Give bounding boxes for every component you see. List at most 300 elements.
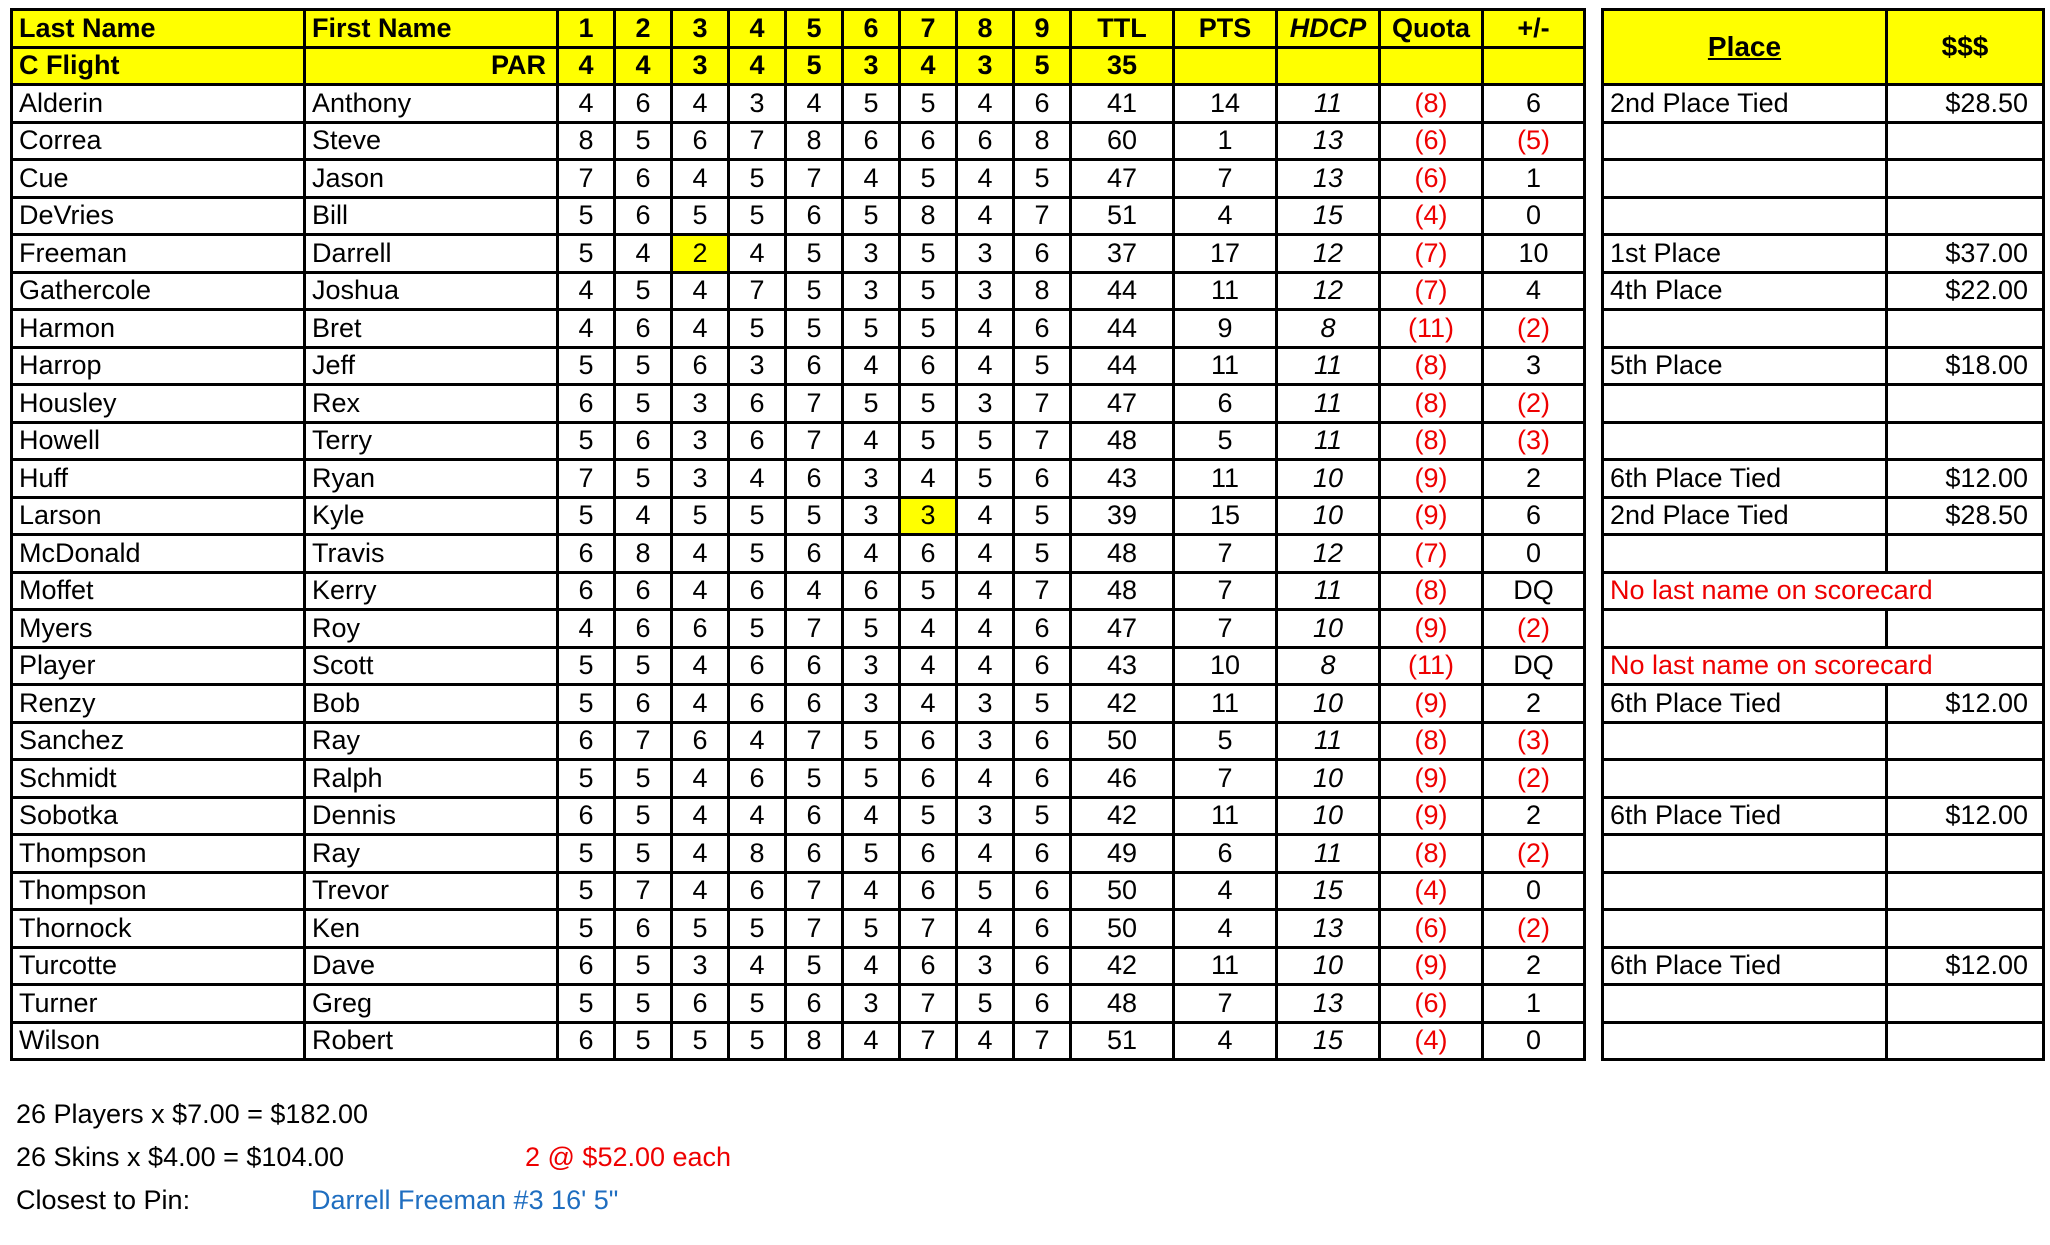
hole-7-score: 5	[900, 422, 957, 460]
plus-minus-cell: 2	[1483, 685, 1585, 723]
place-cell	[1603, 310, 1887, 348]
hole-4-score: 6	[729, 760, 786, 798]
par-empty-pm	[1483, 47, 1585, 85]
hole-7-score: 8	[900, 197, 957, 235]
hole-3-score: 4	[672, 572, 729, 610]
last-name-cell: Howell	[12, 422, 305, 460]
par-row	[12, 47, 1585, 85]
hole-6-score: 5	[843, 310, 900, 348]
hole-4-score: 5	[729, 535, 786, 573]
hdcp-cell: 15	[1277, 872, 1380, 910]
pts-cell: 11	[1174, 347, 1277, 385]
hole-9-score: 6	[1014, 235, 1071, 273]
hole-7-score: 4	[900, 460, 957, 498]
plus-minus-cell: 10	[1483, 235, 1585, 273]
ttl-cell: 39	[1071, 497, 1174, 535]
player-row	[12, 422, 1585, 460]
player-row	[12, 122, 1585, 160]
last-name-cell: Moffet	[12, 572, 305, 610]
player-row	[12, 347, 1585, 385]
money-cell: $37.00	[1887, 235, 2044, 273]
hole-8-score: 3	[957, 685, 1014, 723]
skins-payout-line: 26 Skins x $4.00 = $104.00	[16, 1142, 344, 1172]
quota-cell: (4)	[1380, 872, 1483, 910]
money-cell	[1887, 760, 2044, 798]
hole-6-score: 3	[843, 685, 900, 723]
hole-1-score: 6	[558, 1022, 615, 1060]
hole-6-score: 3	[843, 235, 900, 273]
hole-2-score: 8	[615, 535, 672, 573]
quota-cell: (8)	[1380, 835, 1483, 873]
place-row	[1603, 310, 2044, 348]
player-row	[12, 272, 1585, 310]
hole-7-score: 6	[900, 535, 957, 573]
ttl-cell: 47	[1071, 610, 1174, 648]
hole-5-score: 5	[786, 497, 843, 535]
hole-6-score: 5	[843, 910, 900, 948]
money-cell: $12.00	[1887, 685, 2044, 723]
hole-8-score: 5	[957, 985, 1014, 1023]
quota-cell: (6)	[1380, 122, 1483, 160]
hole-6-score: 5	[843, 835, 900, 873]
col-place: Place	[1603, 10, 1887, 85]
hole-2-score: 5	[615, 460, 672, 498]
hole-5-score: 5	[786, 760, 843, 798]
hole-3-score: 6	[672, 985, 729, 1023]
hdcp-cell: 13	[1277, 160, 1380, 198]
hole-4-score: 6	[729, 422, 786, 460]
first-name-cell: Bob	[305, 685, 558, 723]
col-money: $$$	[1887, 10, 2044, 85]
quota-cell: (9)	[1380, 797, 1483, 835]
player-row	[12, 1022, 1585, 1060]
ttl-cell: 44	[1071, 310, 1174, 348]
ttl-cell: 50	[1071, 722, 1174, 760]
hdcp-cell: 8	[1277, 310, 1380, 348]
place-cell: 4th Place	[1603, 272, 1887, 310]
hole-6-score: 3	[843, 272, 900, 310]
first-name-cell: Ray	[305, 835, 558, 873]
plus-minus-cell: (2)	[1483, 385, 1585, 423]
par-empty-quota	[1380, 47, 1483, 85]
money-cell	[1887, 1022, 2044, 1060]
hdcp-cell: 11	[1277, 385, 1380, 423]
place-row	[1603, 722, 2044, 760]
pts-cell: 5	[1174, 722, 1277, 760]
hole-2-score: 6	[615, 310, 672, 348]
plus-minus-cell: 0	[1483, 872, 1585, 910]
place-table	[1601, 8, 2045, 1061]
col-hole-2: 2	[615, 10, 672, 48]
hole-2-score: 6	[615, 422, 672, 460]
pts-cell: 1	[1174, 122, 1277, 160]
hole-2-score: 6	[615, 910, 672, 948]
hole-4-score: 4	[729, 947, 786, 985]
pts-cell: 7	[1174, 985, 1277, 1023]
hole-9-score: 7	[1014, 422, 1071, 460]
ttl-cell: 42	[1071, 685, 1174, 723]
pts-cell: 7	[1174, 160, 1277, 198]
hole-8-score: 6	[957, 122, 1014, 160]
place-cell	[1603, 422, 1887, 460]
hole-7-score: 6	[900, 835, 957, 873]
hole-8-score: 4	[957, 85, 1014, 123]
hole-5-score: 6	[786, 460, 843, 498]
hole-3-score: 4	[672, 835, 729, 873]
first-name-cell: Trevor	[305, 872, 558, 910]
hole-7-score: 5	[900, 85, 957, 123]
hole-8-score: 3	[957, 947, 1014, 985]
hole-6-score: 4	[843, 422, 900, 460]
hdcp-cell: 13	[1277, 122, 1380, 160]
hole-3-score: 3	[672, 947, 729, 985]
last-name-cell: Freeman	[12, 235, 305, 273]
hole-3-score: 6	[672, 610, 729, 648]
hole-7-score: 5	[900, 797, 957, 835]
hole-5-score: 7	[786, 610, 843, 648]
col-hole-6: 6	[843, 10, 900, 48]
plus-minus-cell: DQ	[1483, 572, 1585, 610]
hole-3-score: 5	[672, 197, 729, 235]
place-row	[1603, 422, 2044, 460]
first-name-cell: Rex	[305, 385, 558, 423]
money-cell	[1887, 197, 2044, 235]
hole-6-score: 4	[843, 947, 900, 985]
pts-cell: 4	[1174, 197, 1277, 235]
first-name-cell: Terry	[305, 422, 558, 460]
par-total: 35	[1071, 47, 1174, 85]
hole-4-score: 5	[729, 610, 786, 648]
hole-5-score: 6	[786, 985, 843, 1023]
hole-6-score: 5	[843, 85, 900, 123]
hole-8-score: 3	[957, 722, 1014, 760]
hdcp-cell: 13	[1277, 985, 1380, 1023]
money-cell	[1887, 422, 2044, 460]
col-last-name: Last Name	[12, 10, 305, 48]
hole-7-score: 5	[900, 572, 957, 610]
player-row	[12, 572, 1585, 610]
plus-minus-cell: (2)	[1483, 310, 1585, 348]
place-row	[1603, 460, 2044, 498]
place-cell: 6th Place Tied	[1603, 947, 1887, 985]
quota-cell: (8)	[1380, 572, 1483, 610]
place-cell: 6th Place Tied	[1603, 685, 1887, 723]
hole-9-score: 6	[1014, 947, 1071, 985]
hole-3-score: 4	[672, 85, 729, 123]
plus-minus-cell: 2	[1483, 947, 1585, 985]
hole-6-score: 4	[843, 872, 900, 910]
quota-cell: (6)	[1380, 910, 1483, 948]
hole-8-score: 4	[957, 347, 1014, 385]
hole-5-score: 6	[786, 685, 843, 723]
first-name-cell: Greg	[305, 985, 558, 1023]
hole-7-score: 5	[900, 235, 957, 273]
money-cell	[1887, 722, 2044, 760]
hole-6-score: 3	[843, 497, 900, 535]
hole-4-score: 5	[729, 160, 786, 198]
place-row	[1603, 497, 2044, 535]
hole-8-score: 4	[957, 535, 1014, 573]
last-name-cell: Turner	[12, 985, 305, 1023]
plus-minus-cell: (3)	[1483, 722, 1585, 760]
hole-8-score: 4	[957, 760, 1014, 798]
place-row	[1603, 610, 2044, 648]
hdcp-cell: 10	[1277, 947, 1380, 985]
quota-cell: (7)	[1380, 535, 1483, 573]
hdcp-cell: 8	[1277, 647, 1380, 685]
ttl-cell: 48	[1071, 422, 1174, 460]
hole-9-score: 7	[1014, 572, 1071, 610]
hole-1-score: 6	[558, 535, 615, 573]
hole-8-score: 4	[957, 572, 1014, 610]
par-empty-hdcp	[1277, 47, 1380, 85]
hole-6-score: 4	[843, 1022, 900, 1060]
hole-8-score: 4	[957, 310, 1014, 348]
player-row	[12, 197, 1585, 235]
money-cell: $28.50	[1887, 85, 2044, 123]
money-cell	[1887, 910, 2044, 948]
place-row	[1603, 947, 2044, 985]
place-cell	[1603, 910, 1887, 948]
hole-6-score: 6	[843, 122, 900, 160]
hole-4-score: 3	[729, 347, 786, 385]
hole-5-score: 5	[786, 947, 843, 985]
place-cell	[1603, 122, 1887, 160]
player-row	[12, 385, 1585, 423]
hole-2-score: 5	[615, 347, 672, 385]
player-row	[12, 610, 1585, 648]
place-row	[1603, 197, 2044, 235]
par-hole-9: 5	[1014, 47, 1071, 85]
hole-4-score: 5	[729, 985, 786, 1023]
place-cell	[1603, 760, 1887, 798]
plus-minus-cell: (2)	[1483, 760, 1585, 798]
hole-3-score: 6	[672, 347, 729, 385]
par-hole-8: 3	[957, 47, 1014, 85]
hdcp-cell: 12	[1277, 235, 1380, 273]
col-hole-8: 8	[957, 10, 1014, 48]
hole-8-score: 4	[957, 835, 1014, 873]
quota-cell: (9)	[1380, 685, 1483, 723]
money-cell	[1887, 872, 2044, 910]
hole-7-score: 4	[900, 610, 957, 648]
plus-minus-cell: (2)	[1483, 610, 1585, 648]
hole-4-score: 7	[729, 272, 786, 310]
pts-cell: 15	[1174, 497, 1277, 535]
hole-7-score: 5	[900, 160, 957, 198]
score-table	[10, 8, 1586, 1061]
hole-4-score: 4	[729, 797, 786, 835]
hole-2-score: 6	[615, 160, 672, 198]
plus-minus-cell: (2)	[1483, 835, 1585, 873]
hole-5-score: 7	[786, 385, 843, 423]
player-row	[12, 947, 1585, 985]
col-plus-minus: +/-	[1483, 10, 1585, 48]
hdcp-cell: 11	[1277, 422, 1380, 460]
place-cell: 6th Place Tied	[1603, 460, 1887, 498]
hole-2-score: 5	[615, 272, 672, 310]
hole-3-score: 5	[672, 497, 729, 535]
last-name-cell: DeVries	[12, 197, 305, 235]
hole-4-score: 8	[729, 835, 786, 873]
par-hole-3: 3	[672, 47, 729, 85]
hole-5-score: 6	[786, 797, 843, 835]
hole-5-score: 7	[786, 160, 843, 198]
place-row	[1603, 122, 2044, 160]
pts-cell: 7	[1174, 610, 1277, 648]
hole-6-score: 4	[843, 535, 900, 573]
hole-3-score: 4	[672, 310, 729, 348]
place-header-row	[1603, 10, 2044, 85]
quota-cell: (7)	[1380, 235, 1483, 273]
ttl-cell: 41	[1071, 85, 1174, 123]
hdcp-cell: 10	[1277, 685, 1380, 723]
col-hole-3: 3	[672, 10, 729, 48]
hole-7-score: 6	[900, 347, 957, 385]
hole-9-score: 6	[1014, 835, 1071, 873]
pts-cell: 7	[1174, 572, 1277, 610]
place-row	[1603, 572, 2044, 610]
hole-9-score: 8	[1014, 122, 1071, 160]
hole-2-score: 7	[615, 872, 672, 910]
ttl-cell: 46	[1071, 760, 1174, 798]
hole-1-score: 6	[558, 385, 615, 423]
hole-7-score: 4	[900, 685, 957, 723]
hole-5-score: 6	[786, 197, 843, 235]
last-name-cell: Player	[12, 647, 305, 685]
par-hole-2: 4	[615, 47, 672, 85]
quota-cell: (11)	[1380, 310, 1483, 348]
hole-6-score: 6	[843, 572, 900, 610]
first-name-cell: Ken	[305, 910, 558, 948]
hole-2-score: 5	[615, 385, 672, 423]
hole-8-score: 5	[957, 872, 1014, 910]
hdcp-cell: 11	[1277, 835, 1380, 873]
first-name-cell: Bret	[305, 310, 558, 348]
hole-4-score: 5	[729, 1022, 786, 1060]
hole-8-score: 3	[957, 385, 1014, 423]
plus-minus-cell: 2	[1483, 797, 1585, 835]
closest-to-pin-label: Closest to Pin:	[16, 1185, 191, 1215]
hole-6-score: 5	[843, 760, 900, 798]
ttl-cell: 51	[1071, 197, 1174, 235]
hole-5-score: 6	[786, 347, 843, 385]
hole-5-score: 7	[786, 422, 843, 460]
hole-2-score: 6	[615, 197, 672, 235]
quota-cell: (6)	[1380, 160, 1483, 198]
hole-1-score: 5	[558, 422, 615, 460]
plus-minus-cell: 2	[1483, 460, 1585, 498]
hole-1-score: 6	[558, 572, 615, 610]
first-name-cell: Scott	[305, 647, 558, 685]
hole-9-score: 5	[1014, 347, 1071, 385]
place-cell	[1603, 1022, 1887, 1060]
hole-4-score: 6	[729, 647, 786, 685]
first-name-cell: Ray	[305, 722, 558, 760]
hole-1-score: 7	[558, 460, 615, 498]
place-row	[1603, 685, 2044, 723]
hole-5-score: 7	[786, 722, 843, 760]
hole-6-score: 4	[843, 160, 900, 198]
hole-1-score: 5	[558, 685, 615, 723]
hole-3-score: 4	[672, 535, 729, 573]
hdcp-cell: 11	[1277, 85, 1380, 123]
plus-minus-cell: DQ	[1483, 647, 1585, 685]
hole-7-score: 7	[900, 1022, 957, 1060]
dq-note: No last name on scorecard	[1603, 572, 2044, 610]
hole-2-score: 5	[615, 797, 672, 835]
plus-minus-cell: 0	[1483, 535, 1585, 573]
player-row	[12, 872, 1585, 910]
ttl-cell: 49	[1071, 835, 1174, 873]
hole-9-score: 8	[1014, 272, 1071, 310]
par-empty-pts	[1174, 47, 1277, 85]
hole-2-score: 4	[615, 235, 672, 273]
first-name-cell: Kyle	[305, 497, 558, 535]
place-cell: 2nd Place Tied	[1603, 85, 1887, 123]
hole-2-score: 5	[615, 760, 672, 798]
hole-4-score: 4	[729, 460, 786, 498]
first-name-cell: Jason	[305, 160, 558, 198]
skins-result: 2 @ $52.00 each	[525, 1142, 732, 1172]
pts-cell: 11	[1174, 797, 1277, 835]
hole-9-score: 6	[1014, 722, 1071, 760]
hole-5-score: 7	[786, 872, 843, 910]
hole-1-score: 5	[558, 197, 615, 235]
ttl-cell: 43	[1071, 647, 1174, 685]
hole-1-score: 7	[558, 160, 615, 198]
ttl-cell: 42	[1071, 947, 1174, 985]
pts-cell: 6	[1174, 835, 1277, 873]
place-cell: 1st Place	[1603, 235, 1887, 273]
par-label: PAR	[305, 47, 558, 85]
money-cell	[1887, 835, 2044, 873]
money-cell: $12.00	[1887, 947, 2044, 985]
hdcp-cell: 12	[1277, 535, 1380, 573]
last-name-cell: Huff	[12, 460, 305, 498]
hole-8-score: 4	[957, 1022, 1014, 1060]
money-cell	[1887, 310, 2044, 348]
ttl-cell: 60	[1071, 122, 1174, 160]
hole-5-score: 5	[786, 272, 843, 310]
plus-minus-cell: (3)	[1483, 422, 1585, 460]
money-cell	[1887, 160, 2044, 198]
place-row	[1603, 385, 2044, 423]
pts-cell: 5	[1174, 422, 1277, 460]
first-name-cell: Dennis	[305, 797, 558, 835]
last-name-cell: Housley	[12, 385, 305, 423]
place-cell	[1603, 535, 1887, 573]
last-name-cell: Thompson	[12, 872, 305, 910]
pts-cell: 11	[1174, 947, 1277, 985]
hole-6-score: 5	[843, 722, 900, 760]
hole-1-score: 4	[558, 272, 615, 310]
first-name-cell: Travis	[305, 535, 558, 573]
pts-cell: 4	[1174, 872, 1277, 910]
hole-9-score: 5	[1014, 685, 1071, 723]
players-payout-line: 26 Players x $7.00 = $182.00	[16, 1099, 369, 1129]
hole-5-score: 5	[786, 310, 843, 348]
money-cell: $22.00	[1887, 272, 2044, 310]
hole-5-score: 5	[786, 235, 843, 273]
quota-cell: (8)	[1380, 85, 1483, 123]
col-quota: Quota	[1380, 10, 1483, 48]
place-row	[1603, 160, 2044, 198]
money-cell	[1887, 535, 2044, 573]
hole-6-score: 5	[843, 197, 900, 235]
hole-8-score: 5	[957, 422, 1014, 460]
hole-4-score: 7	[729, 122, 786, 160]
